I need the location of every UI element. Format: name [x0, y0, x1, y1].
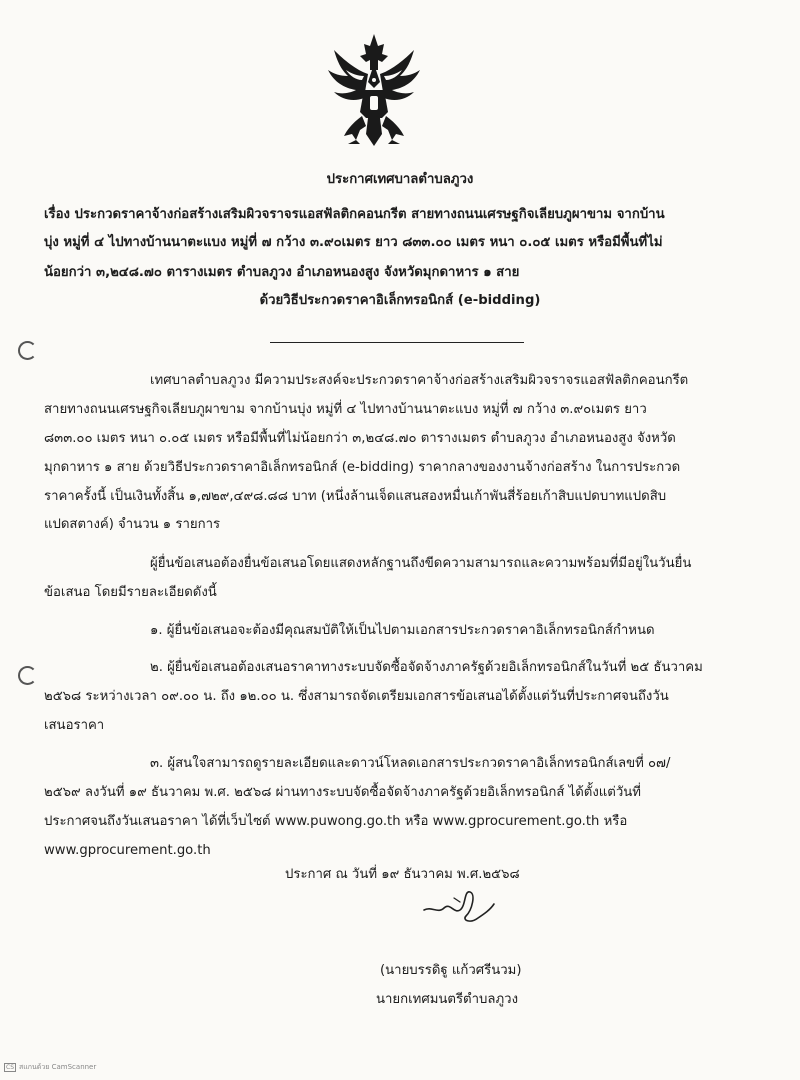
intro-line-4: มุกดาหาร ๑ สาย ด้วยวิธีประกวดราคาอิเล็กทรอนิกส์ (e-bidding) ราคากลางของงานจ้างก่อสร้าง ในการประกวด	[44, 460, 681, 475]
item-3-line-2: ๒๕๖๙ ลงวันที่ ๑๙ ธันวาคม พ.ศ. ๒๕๖๘ ผ่านทางระบบจัดซื้อจัดจ้างภาครัฐด้วยอิเล็กทรอนิกส์ ได้ตั้งแต่วันที่	[44, 785, 641, 800]
garuda-emblem-icon	[326, 30, 422, 148]
qualification-line-1: ผู้ยื่นข้อเสนอต้องยื่นข้อเสนอโดยแสดงหลักฐานถึงขีดความสามารถและความพร้อมที่มีอยู่ในวันยื่น	[150, 556, 692, 571]
subject-line-1: เรื่อง ประกวดราคาจ้างก่อสร้างเสริมผิวจราจรแอสฟัลติกคอนกรีต สายทางถนนเศรษฐกิจเลียบภูผาขาม จากบ้าน	[44, 207, 665, 222]
subject-line-2: บุ่ง หมู่ที่ ๔ ไปทางบ้านนาตะแบง หมู่ที่ ๗ กว้าง ๓.๙๐เมตร ยาว ๘๓๓.๐๐ เมตร หนา ๐.๐๕ เมตร หรือมีพื้นที่ไม่	[44, 235, 663, 250]
item-3-line-1: ๓. ผู้สนใจสามารถดูรายละเอียดและดาวน์โหลดเอกสารประกวดราคาอิเล็กทรอนิกส์เลขที่ ๐๗/	[150, 756, 671, 771]
item-1-line-1: ๑. ผู้ยื่นข้อเสนอจะต้องมีคุณสมบัติให้เป็นไปตามเอกสารประกวดราคาอิเล็กทรอนิกส์กำหนด	[150, 623, 655, 638]
intro-line-2: สายทางถนนเศรษฐกิจเลียบภูผาขาม จากบ้านบุ่ง หมู่ที่ ๔ ไปทางบ้านนาตะแบง หมู่ที่ ๗ กว้าง ๓.๙๐เมตร ยาว	[44, 402, 647, 417]
scanner-watermark	[4, 1062, 96, 1073]
handwritten-signature	[420, 880, 500, 930]
qualification-line-2: ข้อเสนอ โดยมีรายละเอียดดังนี้	[44, 585, 217, 600]
signer-name: (นายบรรดิฐู แก้วศรีนวม)	[380, 963, 522, 978]
punch-hole-icon	[18, 666, 37, 685]
item-3-line-3: ประกาศจนถึงวันเสนอราคา ได้ที่เว็บไซต์ www.puwong.go.th หรือ www.gprocurement.go.th หรือ	[44, 814, 628, 829]
announcement-date: ประกาศ ณ วันที่ ๑๙ ธันวาคม พ.ศ.๒๕๖๘	[285, 867, 520, 882]
announcement-title: ประกาศเทศบาลตำบลภูวง	[326, 172, 474, 187]
item-2-line-1: ๒. ผู้ยื่นข้อเสนอต้องเสนอราคาทางระบบจัดซื้อจัดจ้างภาครัฐด้วยอิเล็กทรอนิกส์ในวันที่ ๒๕ ธันวาคม	[150, 660, 703, 675]
punch-hole-icon	[18, 341, 37, 360]
item-2-line-3: เสนอราคา	[44, 718, 105, 733]
intro-line-3: ๘๓๓.๐๐ เมตร หนา ๐.๐๕ เมตร หรือมีพื้นที่ไม่น้อยกว่า ๓,๒๔๘.๗๐ ตารางเมตร ตำบลภูวง อำเภอหนองสูง จังหวัด	[44, 431, 676, 446]
scanner-label: สแกนด้วย CamScanner	[19, 1063, 97, 1071]
intro-line-6: แปดสตางค์) จำนวน ๑ รายการ	[44, 517, 221, 532]
title-divider	[270, 342, 524, 343]
item-2-line-2: ๒๕๖๘ ระหว่างเวลา ๐๙.๐๐ น. ถึง ๑๒.๐๐ น. ซึ่งสามารถจัดเตรียมเอกสารข้อเสนอได้ตั้งแต่วันที่ประกาศจนถึงวัน	[44, 689, 669, 704]
item-3-line-4: www.gprocurement.go.th	[44, 843, 211, 858]
intro-line-1: เทศบาลตำบลภูวง มีความประสงค์จะประกวดราคาจ้างก่อสร้างเสริมผิวจราจรแอสฟัลติกคอนกรีต	[150, 373, 689, 388]
subject-line-4: ด้วยวิธีประกวดราคาอิเล็กทรอนิกส์ (e-bidding)	[259, 293, 541, 308]
subject-line-3: น้อยกว่า ๓,๒๔๘.๗๐ ตารางเมตร ตำบลภูวง อำเภอหนองสูง จังหวัดมุกดาหาร ๑ สาย	[44, 265, 520, 280]
scanner-badge: CS	[6, 1064, 14, 1071]
intro-line-5: ราคาครั้งนี้ เป็นเงินทั้งสิ้น ๑,๗๒๙,๔๙๘.๘๘ บาท (หนึ่งล้านเจ็ดแสนสองหมื่นเก้าพันสี่ร้อยเก้าสิบแปดบาทแปดสิบ	[44, 489, 667, 504]
signer-title: นายกเทศมนตรีตำบลภูวง	[376, 992, 519, 1007]
